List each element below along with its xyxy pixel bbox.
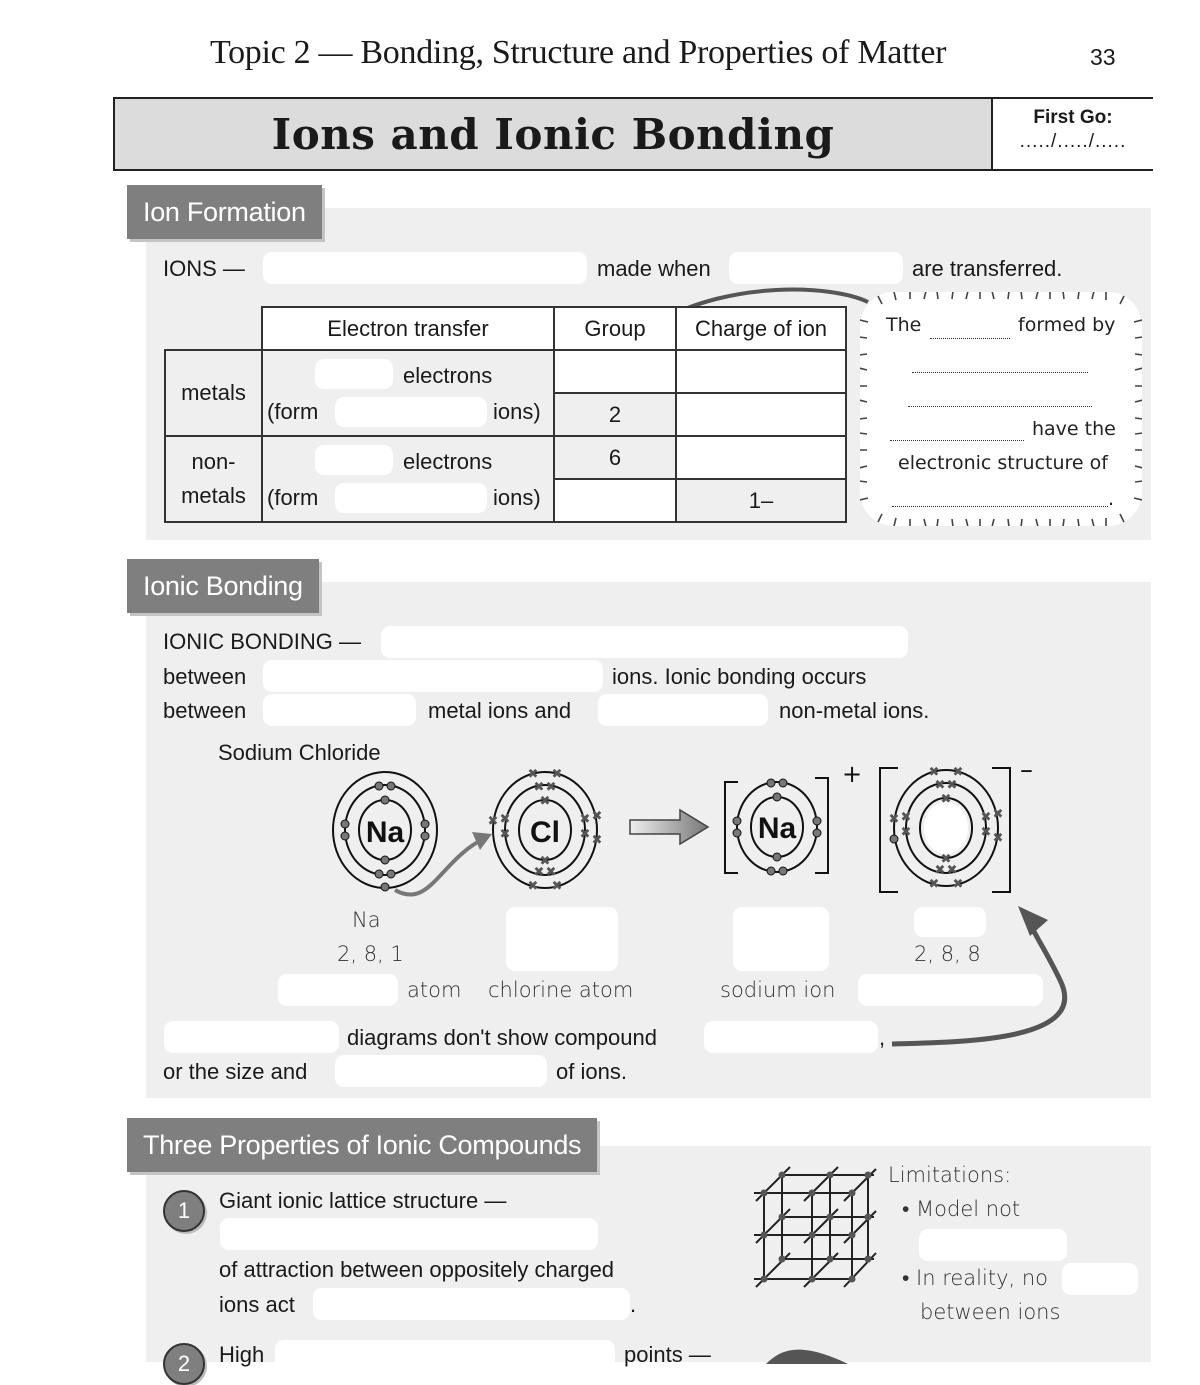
property-1-blank-1[interactable] <box>220 1218 598 1250</box>
limitation-1-blank[interactable] <box>919 1229 1067 1261</box>
svg-text:✖: ✖ <box>980 825 992 840</box>
metals-ion-type-blank[interactable] <box>335 397 487 427</box>
of-ions-text: of ions. <box>556 1059 627 1084</box>
svg-text:✖: ✖ <box>928 765 940 780</box>
svg-text:Na: Na <box>757 812 797 845</box>
svg-text:✖: ✖ <box>946 863 958 878</box>
na-label: Na <box>352 908 381 932</box>
property-1-line2: of attraction between oppositely charged <box>219 1257 615 1282</box>
property-1-blank-2[interactable] <box>313 1288 630 1320</box>
header-charge-of-ion: Charge of ion <box>676 307 846 350</box>
svg-text:✖: ✖ <box>946 778 958 793</box>
non-metals-charge-blank-1[interactable] <box>676 436 846 479</box>
svg-text:✖: ✖ <box>539 854 551 869</box>
metals-gain-lose-blank[interactable] <box>315 359 393 389</box>
svg-text:✖: ✖ <box>934 863 946 878</box>
section-heading-ionic-bonding: Ionic Bonding <box>127 559 319 613</box>
svg-text:✖: ✖ <box>545 780 557 795</box>
transferred-particle-blank[interactable] <box>729 252 903 284</box>
property-number-1: 1 <box>163 1190 205 1232</box>
svg-text:✖: ✖ <box>940 792 952 807</box>
header-group: Group <box>554 307 676 350</box>
property-number-2: 2 <box>163 1343 205 1385</box>
svg-text:✖: ✖ <box>900 810 912 825</box>
note-blank-5[interactable] <box>892 492 1108 507</box>
property-1-period: . <box>630 1292 637 1317</box>
svg-text:✖: ✖ <box>545 865 557 880</box>
non-metals-group-blank[interactable] <box>554 479 676 522</box>
svg-text:✖: ✖ <box>934 778 946 793</box>
section-heading-ion-formation: Ion Formation <box>127 185 322 239</box>
property-2-blank[interactable] <box>275 1340 615 1372</box>
between-text-2: between <box>163 698 247 723</box>
metals-charge-blank-1[interactable] <box>676 350 846 393</box>
non-metals-electron-transfer-cell <box>262 436 554 522</box>
sodium-ion-label: sodium ion <box>720 978 836 1002</box>
svg-text:✖: ✖ <box>499 827 511 842</box>
note-blank-2[interactable] <box>912 358 1088 373</box>
svg-text:✖: ✖ <box>952 877 964 892</box>
svg-text:✖: ✖ <box>591 809 603 824</box>
svg-text:✖: ✖ <box>900 825 912 840</box>
note-blank-1[interactable] <box>930 322 1010 339</box>
svg-text:✖: ✖ <box>992 807 1004 822</box>
first-go-label: First Go: <box>1033 107 1113 128</box>
svg-text:✖: ✖ <box>591 833 603 848</box>
note-electronic-structure: electronic structure of <box>898 452 1108 474</box>
limitation-bullet-2: • In reality, no <box>902 1266 1049 1290</box>
non-metals-group-6: 6 <box>554 436 676 479</box>
svg-text:✖: ✖ <box>579 827 591 842</box>
curved-arrow-up-icon <box>880 900 1090 1060</box>
note-have-the: have the <box>1032 418 1116 440</box>
note-the: The <box>886 314 922 336</box>
na-ion-config-blank[interactable] <box>733 907 829 971</box>
dot-cross-diagram <box>320 760 1050 905</box>
ionic-lattice-icon <box>748 1165 880 1295</box>
na-config: 2, 8, 1 <box>337 942 404 966</box>
topic-header: Topic 2 — Bonding, Structure and Properties of Matter <box>210 34 947 71</box>
svg-text:+: + <box>842 760 863 788</box>
row-label-metals: metals <box>165 350 262 436</box>
non-metals-gain-lose-blank[interactable] <box>315 445 393 475</box>
metals-electron-transfer-cell <box>262 350 554 436</box>
dot-and-cross-blank[interactable] <box>164 1021 339 1053</box>
property-2-points: points — <box>624 1342 711 1367</box>
note-box-text <box>860 292 1142 526</box>
ion-formation-table <box>164 306 847 523</box>
chlorine-atom-label: chlorine atom <box>488 978 634 1002</box>
svg-text:✖: ✖ <box>499 812 511 827</box>
svg-text:✖: ✖ <box>952 765 964 780</box>
size-and-text: or the size and <box>163 1059 308 1084</box>
ions-definition-blank[interactable] <box>263 252 587 284</box>
metals-ions-text: ions) <box>493 399 541 424</box>
non-metals-line2: metals <box>181 483 246 508</box>
metals-electrons-text: electrons <box>403 363 493 388</box>
sodium-atom-blank[interactable] <box>278 974 398 1006</box>
title-bar <box>113 97 1153 171</box>
note-blank-3[interactable] <box>908 392 1092 407</box>
svg-text:Cl: Cl <box>530 816 560 849</box>
limitations-title: Limitations: <box>888 1163 1012 1187</box>
svg-text:✖: ✖ <box>888 812 900 827</box>
are-transferred-text: are transferred. <box>912 256 1063 281</box>
property-1-line1: Giant ionic lattice structure — <box>219 1188 507 1213</box>
ion-pile-icon <box>762 1344 852 1364</box>
sodium-chloride-title: Sodium Chloride <box>218 740 381 765</box>
limitation-2-blank[interactable] <box>1062 1263 1138 1295</box>
metals-group-blank[interactable] <box>554 350 676 393</box>
svg-text:✖: ✖ <box>527 879 539 894</box>
metals-charge-blank-2[interactable] <box>676 393 846 436</box>
non-metals-charge-1-minus: 1– <box>676 479 846 522</box>
svg-text:✖: ✖ <box>533 780 545 795</box>
first-go-date[interactable]: ...../...../..... <box>1019 131 1127 152</box>
compound-structure-blank[interactable] <box>704 1021 878 1053</box>
svg-text:✖: ✖ <box>940 852 952 867</box>
note-formed-by: formed by <box>1018 314 1116 336</box>
page-title: Ions and Ionic Bonding <box>271 109 835 159</box>
non-metal-ions-blank[interactable] <box>598 694 768 726</box>
svg-text:✖: ✖ <box>539 794 551 809</box>
ions-occurs-text: ions. Ionic bonding occurs <box>612 664 867 689</box>
page-number: 33 <box>1090 44 1116 70</box>
svg-text:–: – <box>1020 760 1033 785</box>
note-box <box>860 292 1142 526</box>
svg-text:Na: Na <box>365 816 405 849</box>
property-2-high: High <box>219 1342 265 1367</box>
non-metals-form-text: (form <box>267 485 319 510</box>
diagrams-dont-show-text: diagrams don't show compound <box>347 1025 657 1050</box>
limitation-bullet-2-end: between ions <box>920 1300 1061 1324</box>
non-metal-ions-text: non-metal ions. <box>779 698 930 723</box>
ionic-bonding-definition-blank[interactable] <box>381 626 908 658</box>
cl-ion-config: 2, 8, 8 <box>914 942 981 966</box>
svg-text:✖: ✖ <box>928 877 940 892</box>
non-metals-ion-type-blank[interactable] <box>335 483 487 513</box>
ions-label: IONS — <box>163 256 245 281</box>
ionic-bonding-label: IONIC BONDING — <box>163 629 362 654</box>
metal-ions-and-text: metal ions and <box>428 698 572 723</box>
metals-group-2: 2 <box>554 393 676 436</box>
arrangement-blank[interactable] <box>335 1055 547 1087</box>
atom-label: atom <box>407 978 462 1002</box>
svg-text:✖: ✖ <box>487 814 499 829</box>
first-go-box <box>991 99 1153 169</box>
svg-text:✖: ✖ <box>551 879 563 894</box>
header-electron-transfer: Electron transfer <box>262 307 554 350</box>
svg-text:✖: ✖ <box>551 767 563 782</box>
property-1-line3: ions act <box>219 1292 295 1317</box>
svg-text:✖: ✖ <box>980 810 992 825</box>
note-period: . <box>1108 488 1115 510</box>
svg-text:✖: ✖ <box>992 831 1004 846</box>
comma-text: , <box>879 1025 886 1050</box>
non-metals-electrons-text: electrons <box>403 449 493 474</box>
oppositely-charged-blank[interactable] <box>263 660 603 692</box>
svg-text:✖: ✖ <box>533 865 545 880</box>
non-metals-line1: non- <box>191 449 236 474</box>
made-when-text: made when <box>597 256 711 281</box>
svg-text:✖: ✖ <box>579 812 591 827</box>
limitation-bullet-1: • Model not <box>902 1197 1021 1221</box>
cl-config-blank[interactable] <box>506 907 618 971</box>
section-heading-properties: Three Properties of Ionic Compounds <box>127 1118 597 1172</box>
between-text-1: between <box>163 664 247 689</box>
non-metals-ions-text: ions) <box>493 485 541 510</box>
row-label-non-metals <box>165 436 262 522</box>
metals-form-text: (form <box>267 399 319 424</box>
metal-ions-blank[interactable] <box>263 694 416 726</box>
note-blank-4[interactable] <box>890 426 1024 441</box>
svg-text:✖: ✖ <box>527 767 539 782</box>
